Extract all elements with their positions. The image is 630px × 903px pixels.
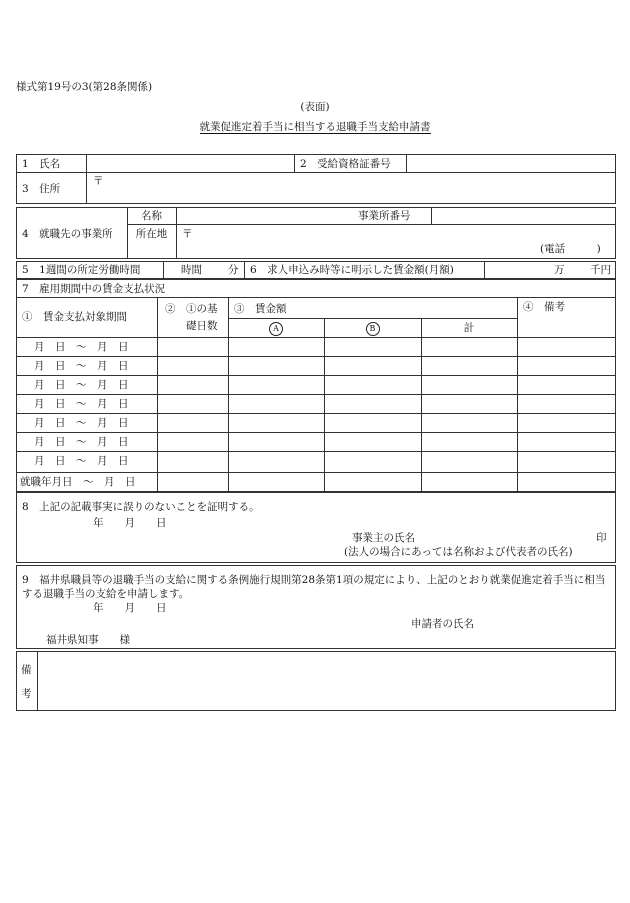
address-label: 3 住所 (22, 183, 61, 195)
wage-sub-total: 計 (463, 322, 475, 334)
applicant-name-label: 申請者の氏名 (411, 618, 474, 630)
employment-date-row: 就職年月日 ～ 月 日 (20, 476, 136, 488)
cert-number-field[interactable] (407, 155, 615, 172)
period-row: 月 日 ～ 月 日 (34, 379, 129, 391)
corporation-note: (法人の場合にあっては名称および代表者の氏名) (344, 546, 573, 558)
certification-text: 8 上記の記載事実に誤りのないことを証明する。 (22, 501, 260, 513)
period-row: 月 日 ～ 月 日 (34, 398, 129, 410)
employer-signature-label: 事業主の氏名 (352, 532, 415, 544)
addressee: 福井県知事 様 (46, 634, 130, 646)
application-text: 9 福井県職員等の退職手当の支給に関する条例施行規則第28条第1項の規定により、上記のとおり就業促進定着手当に相当する退職手当の支給を申請します。 (22, 574, 606, 600)
period-row: 月 日 ～ 月 日 (34, 455, 129, 467)
period-row: 月 日 ～ 月 日 (34, 341, 129, 353)
name-label: 1 氏名 (22, 158, 61, 170)
period-row: 月 日 ～ 月 日 (34, 360, 129, 372)
weekly-hours-label: 5 1週間の所定労働時間 (22, 264, 141, 276)
period-row: 月 日 ～ 月 日 (34, 417, 129, 429)
employer-name-label: 名称 (141, 210, 162, 222)
employer-label: 4 就職先の事業所 (22, 228, 113, 240)
form-number: 様式第19号の3(第28条関係) (16, 81, 153, 93)
wage-amount-header: ③ 賃金額 (234, 303, 287, 315)
remarks-header: ④ 備考 (523, 301, 565, 313)
period-row: 月 日 ～ 月 日 (34, 436, 129, 448)
office-number-field[interactable] (432, 208, 615, 223)
hours-unit: 時間 (181, 264, 202, 276)
side-label: (表面) (300, 101, 330, 113)
base-days-header-1: ② ①の基 (165, 303, 218, 315)
senen-unit: 千円 (590, 264, 611, 276)
minutes-unit: 分 (228, 264, 239, 276)
man-unit: 万 (554, 264, 565, 276)
remarks-label-bottom: 考 (21, 688, 32, 700)
certification-date: 年 月 日 (93, 517, 167, 529)
remarks-label-top: 備 (21, 664, 32, 676)
period-header: ① 賃金支払対象期間 (22, 311, 127, 323)
phone-label: (電話 ) (540, 243, 601, 255)
wage-sub-a: A (228, 322, 324, 336)
seal-mark: 印 (596, 532, 607, 544)
cert-number-label: 2 受給資格証番号 (300, 158, 391, 170)
employer-name-field[interactable] (177, 208, 357, 223)
address-field[interactable] (87, 173, 615, 203)
base-days-header-2: 礎日数 (186, 320, 218, 332)
monthly-wage-label: 6 求人申込み時等に明示した賃金額(月額) (250, 264, 454, 276)
location-label: 所在地 (135, 228, 168, 240)
form-title: 就業促進定着手当に相当する退職手当支給申請書 (199, 121, 431, 133)
remarks-field[interactable] (38, 652, 615, 710)
wage-sub-b: B (324, 322, 421, 336)
address-postal-mark: 〒 (93, 175, 104, 187)
name-field[interactable] (87, 155, 293, 172)
wage-section-label: 7 雇用期間中の賃金支払状況 (22, 283, 166, 295)
office-number-label: 事業所番号 (358, 210, 411, 222)
location-postal-mark: 〒 (182, 228, 193, 240)
application-date: 年 月 日 (93, 602, 167, 614)
